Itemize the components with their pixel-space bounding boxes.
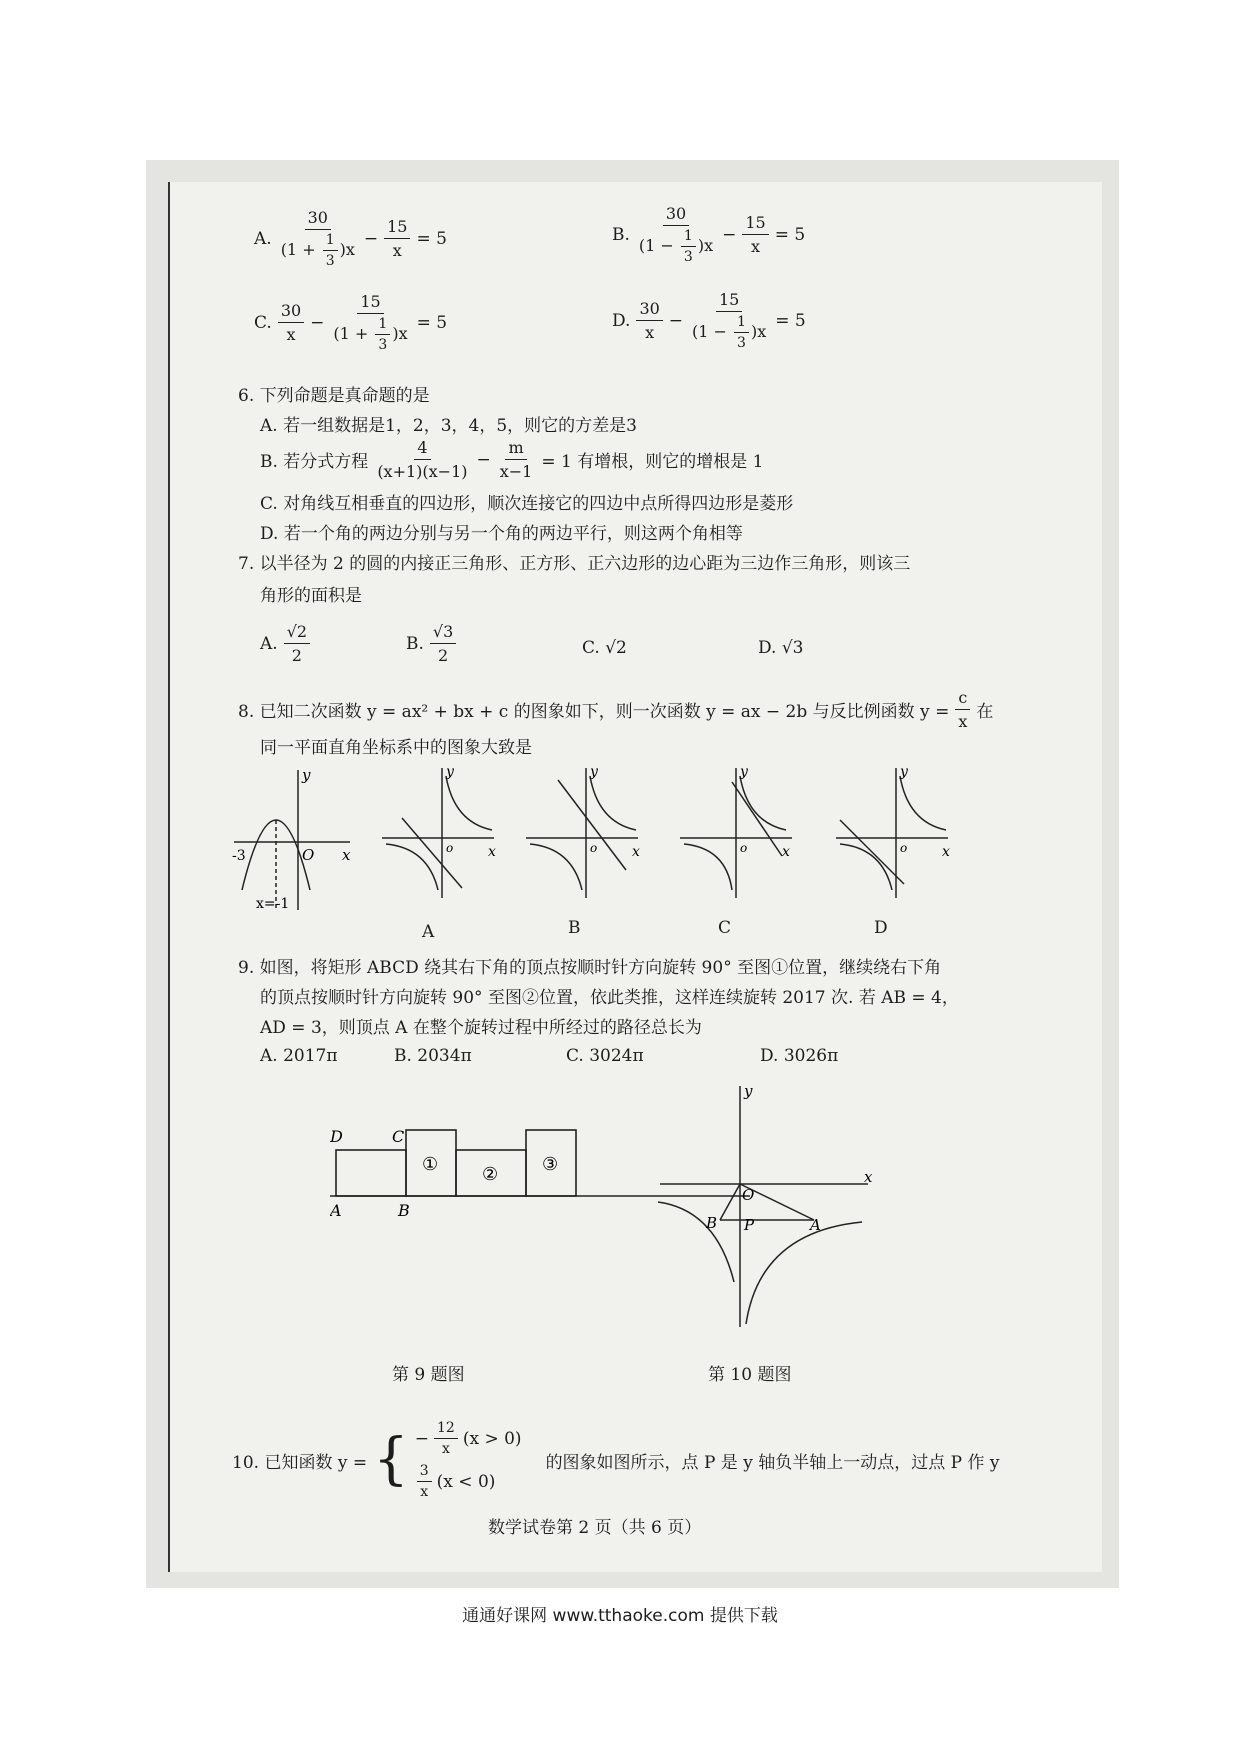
denominator: x bbox=[958, 712, 968, 731]
origin-label: O bbox=[742, 1186, 755, 1204]
axis-y-label: y bbox=[302, 766, 311, 784]
denominator-part: )x bbox=[392, 324, 408, 343]
q8-label-a: A bbox=[422, 922, 435, 942]
axis-x-label: x bbox=[632, 844, 640, 860]
denominator: x bbox=[286, 325, 296, 344]
vertex-c: C bbox=[392, 1127, 405, 1146]
question-text: 在 bbox=[976, 702, 994, 722]
q7-option-a bbox=[260, 622, 312, 665]
piecewise-cases bbox=[415, 1420, 522, 1500]
page-footer: 数学试卷第 2 页（共 6 页） bbox=[488, 1518, 702, 1538]
vertex-a: A bbox=[330, 1201, 342, 1220]
denominator: x bbox=[392, 241, 402, 260]
q8-line2: 同一平面直角坐标系中的图象大致是 bbox=[260, 738, 532, 758]
point-a-label: A bbox=[810, 1216, 821, 1234]
option-label: A. bbox=[254, 228, 272, 249]
minus-sign: − bbox=[722, 224, 737, 245]
numerator: 1 bbox=[375, 316, 390, 335]
fraction bbox=[330, 292, 410, 353]
equals: = 5 bbox=[774, 224, 806, 245]
fraction bbox=[430, 622, 456, 665]
option-a-graph bbox=[382, 768, 494, 898]
q8-label-c: C bbox=[718, 918, 732, 938]
fraction bbox=[434, 1420, 458, 1457]
denominator: x−1 bbox=[499, 462, 533, 481]
numerator: 1 bbox=[734, 314, 749, 333]
axis-x-label: x bbox=[488, 844, 496, 860]
option-label: B. bbox=[406, 633, 424, 654]
fraction bbox=[284, 622, 310, 665]
q10-caption: 第 10 题图 bbox=[708, 1365, 792, 1385]
condition: (x < 0) bbox=[436, 1471, 496, 1492]
q7-option-d: D. √3 bbox=[758, 638, 804, 658]
denominator: x bbox=[441, 1441, 450, 1457]
question-text: 10. 已知函数 y = bbox=[232, 1452, 368, 1473]
axis-x-label: x bbox=[342, 846, 351, 864]
axis-y-label: y bbox=[590, 764, 598, 780]
axis-x-label: x bbox=[942, 844, 950, 860]
q7-line1: 7. 以半径为 2 的圆的内接正三角形、正方形、正六边形的边心距为三边作三角形，则该三 bbox=[238, 554, 911, 574]
fraction bbox=[955, 688, 970, 731]
denominator: x bbox=[420, 1484, 429, 1500]
equals: = 5 bbox=[416, 312, 448, 333]
denominator-part: (1 − bbox=[638, 236, 679, 255]
numerator: 30 bbox=[305, 208, 331, 230]
vertex-d: D bbox=[330, 1127, 343, 1146]
fraction bbox=[374, 438, 470, 481]
point-p-label: P bbox=[744, 1216, 755, 1234]
condition: (x > 0) bbox=[462, 1428, 522, 1449]
fraction bbox=[384, 217, 410, 260]
numerator: 30 bbox=[663, 204, 689, 226]
q5-option-c bbox=[254, 292, 447, 353]
q7-line2: 角形的面积是 bbox=[260, 586, 362, 606]
q9-option-d: D. 3026π bbox=[760, 1046, 839, 1066]
option-label: D. bbox=[612, 310, 631, 331]
axis-x-label: x bbox=[864, 1168, 873, 1186]
numerator: 30 bbox=[636, 299, 662, 321]
denominator bbox=[636, 226, 716, 265]
axis-y-label: y bbox=[744, 1082, 753, 1100]
origin-label: o bbox=[900, 841, 908, 855]
exam-photo bbox=[146, 160, 1119, 1588]
minus-sign: − bbox=[363, 228, 379, 249]
numerator: 3 bbox=[417, 1463, 432, 1482]
numerator: 15 bbox=[384, 217, 410, 239]
numerator: 15 bbox=[716, 290, 742, 312]
numerator: 30 bbox=[278, 301, 304, 323]
question-text: 的图象如图所示，点 P 是 y 轴负半轴上一动点，过点 P 作 y bbox=[545, 1452, 1000, 1473]
option-c-graph bbox=[680, 768, 792, 898]
minus-sign: − bbox=[414, 1428, 429, 1449]
position-1-label: ① bbox=[422, 1154, 439, 1175]
numerator: √3 bbox=[430, 622, 456, 644]
fraction bbox=[742, 213, 768, 256]
denominator-part: (1 − bbox=[692, 322, 733, 341]
minus-sign: − bbox=[476, 449, 491, 470]
denominator bbox=[330, 314, 410, 353]
q9-line1: 9. 如图，将矩形 ABCD 绕其右下角的顶点按顺时针方向旋转 90° 至图①位置，继续绕右下角 bbox=[238, 958, 942, 978]
axis-y-label: y bbox=[740, 764, 748, 780]
q5-option-d bbox=[612, 290, 806, 351]
root-label: -3 bbox=[232, 848, 246, 864]
given-parabola-graph bbox=[234, 770, 350, 910]
axis-y-label: y bbox=[446, 764, 454, 780]
numerator: 1 bbox=[681, 228, 696, 247]
case-1 bbox=[415, 1420, 522, 1457]
numerator: 15 bbox=[742, 213, 768, 235]
denominator bbox=[278, 230, 358, 269]
origin-label: O bbox=[302, 846, 315, 864]
fraction bbox=[636, 299, 662, 342]
q8-label-d: D bbox=[874, 918, 888, 938]
fraction bbox=[689, 290, 769, 351]
numerator: 15 bbox=[357, 292, 383, 314]
denominator: (x+1)(x−1) bbox=[377, 462, 468, 481]
q5-option-b bbox=[612, 204, 805, 265]
fraction bbox=[636, 204, 716, 265]
option-b-graph bbox=[526, 768, 638, 898]
point-b-label: B bbox=[706, 1214, 718, 1232]
denominator: 3 bbox=[683, 249, 693, 265]
q8-label-b: B bbox=[568, 918, 581, 938]
q9-line2: 的顶点按顺时针方向旋转 90° 至图②位置，依此类推，这样连续旋转 2017 次. 若 AB = 4， bbox=[260, 988, 959, 1008]
q10-figure bbox=[650, 1082, 930, 1332]
minus-sign: − bbox=[310, 312, 325, 333]
denominator: x bbox=[751, 237, 761, 256]
denominator: x bbox=[645, 323, 655, 342]
download-note: 通通好课网 www.tthaoke.com 提供下载 bbox=[462, 1606, 778, 1626]
axis-y-label: y bbox=[900, 764, 908, 780]
origin-label: o bbox=[446, 841, 454, 855]
equals: = 5 bbox=[775, 310, 806, 331]
denominator-part: )x bbox=[750, 322, 767, 341]
denominator: 3 bbox=[378, 337, 388, 353]
numerator: 12 bbox=[434, 1420, 458, 1439]
axis-x-label: x bbox=[782, 844, 790, 860]
origin-label: o bbox=[590, 841, 598, 855]
q6-option-d: D. 若一个角的两边分别与另一个角的两边平行，则这两个角相等 bbox=[260, 524, 743, 544]
equals: = 5 bbox=[416, 228, 447, 249]
option-label: A. bbox=[260, 633, 278, 654]
q8-line1 bbox=[238, 688, 993, 731]
case-2 bbox=[415, 1463, 522, 1500]
denominator: 2 bbox=[291, 646, 302, 665]
numerator: 4 bbox=[414, 438, 430, 460]
q9-line3: AD = 3，则顶点 A 在整个旋转过程中所经过的路径总长为 bbox=[260, 1018, 702, 1038]
position-2-label: ② bbox=[482, 1164, 499, 1185]
fraction bbox=[497, 438, 536, 481]
q6-stem: 6. 下列命题是真命题的是 bbox=[238, 386, 430, 406]
option-text: = 1 有增根，则它的增根是 1 bbox=[541, 452, 764, 472]
fraction bbox=[278, 301, 304, 344]
q9-caption: 第 9 题图 bbox=[392, 1365, 465, 1385]
denominator: 3 bbox=[325, 253, 335, 269]
q9-option-a: A. 2017π bbox=[260, 1046, 338, 1066]
denominator-part: )x bbox=[339, 240, 355, 259]
exam-sheet bbox=[168, 182, 1102, 1572]
q10-line1 bbox=[232, 1420, 999, 1500]
symmetry-axis-label: x=-1 bbox=[256, 896, 290, 910]
q8-graphs bbox=[232, 760, 1052, 910]
numerator: m bbox=[505, 438, 526, 460]
numerator: √2 bbox=[284, 622, 310, 644]
denominator-part: )x bbox=[697, 236, 714, 255]
fraction bbox=[278, 208, 358, 269]
option-text: B. 若分式方程 bbox=[260, 452, 369, 472]
origin-label: o bbox=[740, 841, 748, 855]
option-label: C. bbox=[254, 312, 272, 333]
minus-sign: − bbox=[668, 310, 684, 331]
brace: { bbox=[373, 1427, 409, 1492]
q7-option-c: C. √2 bbox=[582, 638, 627, 658]
q6-option-b bbox=[260, 438, 763, 481]
position-3-label: ③ bbox=[542, 1154, 559, 1175]
denominator bbox=[689, 312, 769, 351]
denominator: 2 bbox=[438, 646, 449, 665]
fraction bbox=[417, 1463, 432, 1500]
numerator: c bbox=[955, 688, 970, 710]
denominator-part: (1 + bbox=[280, 240, 321, 259]
q9-option-c: C. 3024π bbox=[566, 1046, 644, 1066]
q6-option-c: C. 对角线互相垂直的四边形，顺次连接它的四边中点所得四边形是菱形 bbox=[260, 494, 794, 514]
q9-option-b: B. 2034π bbox=[394, 1046, 472, 1066]
q7-option-b bbox=[406, 622, 458, 665]
vertex-b: B bbox=[398, 1201, 410, 1220]
denominator: 3 bbox=[737, 335, 746, 351]
q5-option-a bbox=[254, 208, 447, 269]
option-label: B. bbox=[612, 224, 630, 245]
numerator: 1 bbox=[323, 232, 338, 251]
q6-option-a: A. 若一组数据是1，2，3，4，5，则它的方差是3 bbox=[260, 416, 637, 436]
option-d-graph bbox=[836, 768, 948, 898]
question-text: 8. 已知二次函数 y = ax² + bx + c 的图象如下，则一次函数 y = ax − 2b 与反比例函数 y = bbox=[238, 702, 950, 722]
denominator-part: (1 + bbox=[333, 324, 374, 343]
